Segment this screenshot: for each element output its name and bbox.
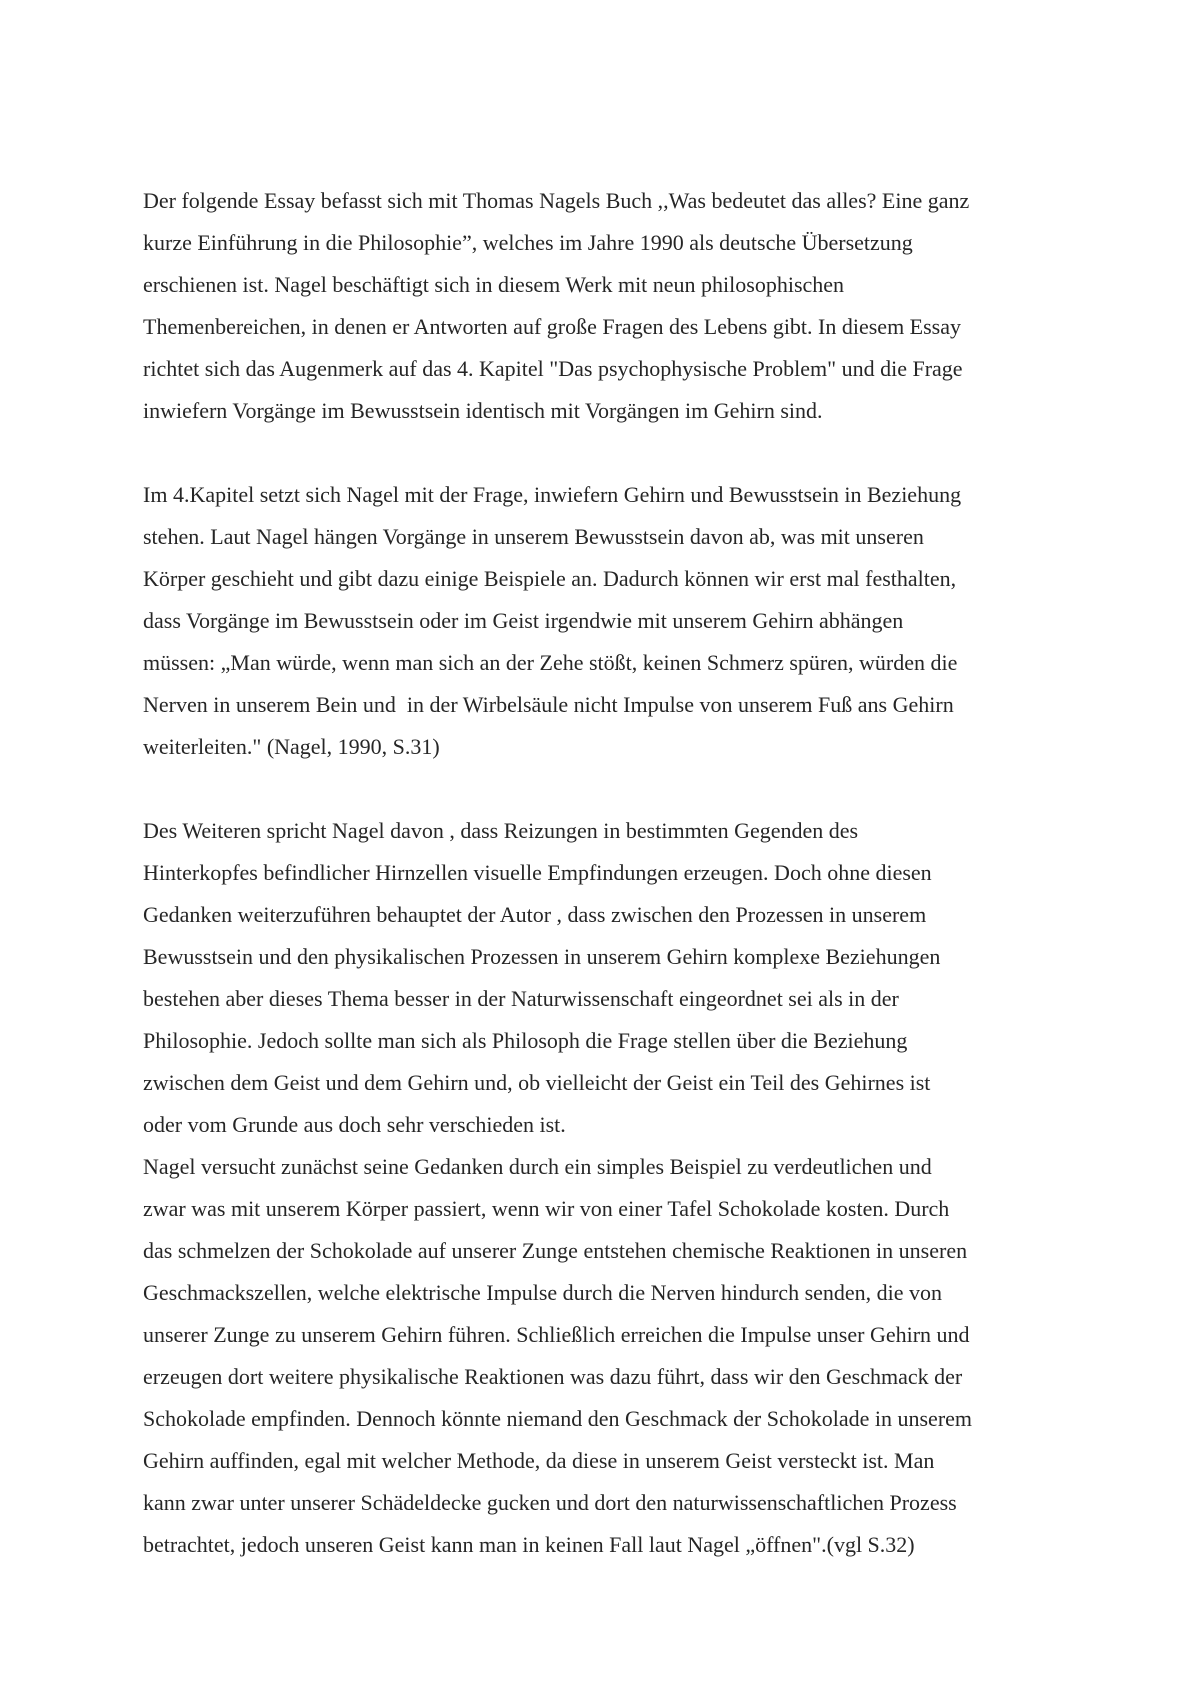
paragraph-introduction xyxy=(143,180,1073,432)
text-line: kann zwar unter unserer Schädeldecke gucken und dort den naturwissenschaftlichen Prozess xyxy=(143,1490,957,1515)
text-line: unserer Zunge zu unserem Gehirn führen. Schließlich erreichen die Impulse unser Gehirn und xyxy=(143,1322,970,1347)
text-line: kurze Einführung in die Philosophie”, welches im Jahre 1990 als deutsche Übersetzung xyxy=(143,230,913,255)
paragraph-brain-regions xyxy=(143,810,1073,1146)
text-line: müssen: „Man würde, wenn man sich an der Zehe stößt, keinen Schmerz spüren, würden die xyxy=(143,650,958,675)
text-line: Themenbereichen, in denen er Antworten auf große Fragen des Lebens gibt. In diesem Essay xyxy=(143,314,962,339)
text-line: Gehirn auffinden, egal mit welcher Methode, da diese in unserem Geist versteckt ist. Man xyxy=(143,1448,935,1473)
paragraph-chocolate-example xyxy=(143,1146,1073,1566)
text-line: Gedanken weiterzuführen behauptet der Autor , dass zwischen den Prozessen in unserem xyxy=(143,902,927,927)
text-line: Nagel versucht zunächst seine Gedanken durch ein simples Beispiel zu verdeutlichen und xyxy=(143,1154,932,1179)
paragraph-chapter-four xyxy=(143,474,1073,768)
text-line: Im 4.Kapitel setzt sich Nagel mit der Frage, inwiefern Gehirn und Bewusstsein in Beziehung xyxy=(143,482,962,507)
text-line: das schmelzen der Schokolade auf unserer Zunge entstehen chemische Reaktionen in unseren xyxy=(143,1238,968,1263)
text-line: Des Weiteren spricht Nagel davon , dass Reizungen in bestimmten Gegenden des xyxy=(143,818,859,843)
text-line: betrachtet, jedoch unseren Geist kann man in keinen Fall laut Nagel „öffnen".(vgl S.32) xyxy=(143,1532,915,1557)
text-line: Körper geschieht und gibt dazu einige Beispiele an. Dadurch können wir erst mal festhalten, xyxy=(143,566,957,591)
text-line: weiterleiten." (Nagel, 1990, S.31) xyxy=(143,734,440,759)
text-line: bestehen aber dieses Thema besser in der Naturwissenschaft eingeordnet sei als in der xyxy=(143,986,899,1011)
text-line: Nerven in unserem Bein und in der Wirbelsäule nicht Impulse von unserem Fuß ans Gehirn xyxy=(143,692,954,717)
text-line: erschienen ist. Nagel beschäftigt sich in diesem Werk mit neun philosophischen xyxy=(143,272,845,297)
text-line: zwar was mit unserem Körper passiert, wenn wir von einer Tafel Schokolade kosten. Durch xyxy=(143,1196,950,1221)
text-line: Hinterkopfes befindlicher Hirnzellen visuelle Empfindungen erzeugen. Doch ohne diesen xyxy=(143,860,932,885)
text-line: Geschmackszellen, welche elektrische Impulse durch die Nerven hindurch senden, die von xyxy=(143,1280,943,1305)
text-line: dass Vorgänge im Bewusstsein oder im Geist irgendwie mit unserem Gehirn abhängen xyxy=(143,608,904,633)
text-line: richtet sich das Augenmerk auf das 4. Kapitel "Das psychophysische Problem" und die Frage xyxy=(143,356,963,381)
text-line: Der folgende Essay befasst sich mit Thomas Nagels Buch ,,Was bedeutet das alles? Eine ganz xyxy=(143,188,970,213)
text-line: inwiefern Vorgänge im Bewusstsein identisch mit Vorgängen im Gehirn sind. xyxy=(143,398,823,423)
text-line: Philosophie. Jedoch sollte man sich als Philosoph die Frage stellen über die Beziehung xyxy=(143,1028,908,1053)
text-line: Bewusstsein und den physikalischen Prozessen in unserem Gehirn komplexe Beziehungen xyxy=(143,944,941,969)
text-line: Schokolade empfinden. Dennoch könnte niemand den Geschmack der Schokolade in unserem xyxy=(143,1406,973,1431)
text-line: stehen. Laut Nagel hängen Vorgänge in unserem Bewusstsein davon ab, was mit unseren xyxy=(143,524,924,549)
text-line: oder vom Grunde aus doch sehr verschieden ist. xyxy=(143,1112,566,1137)
text-line: zwischen dem Geist und dem Gehirn und, ob vielleicht der Geist ein Teil des Gehirnes ist xyxy=(143,1070,931,1095)
text-line: erzeugen dort weitere physikalische Reaktionen was dazu führt, dass wir den Geschmack der xyxy=(143,1364,963,1389)
